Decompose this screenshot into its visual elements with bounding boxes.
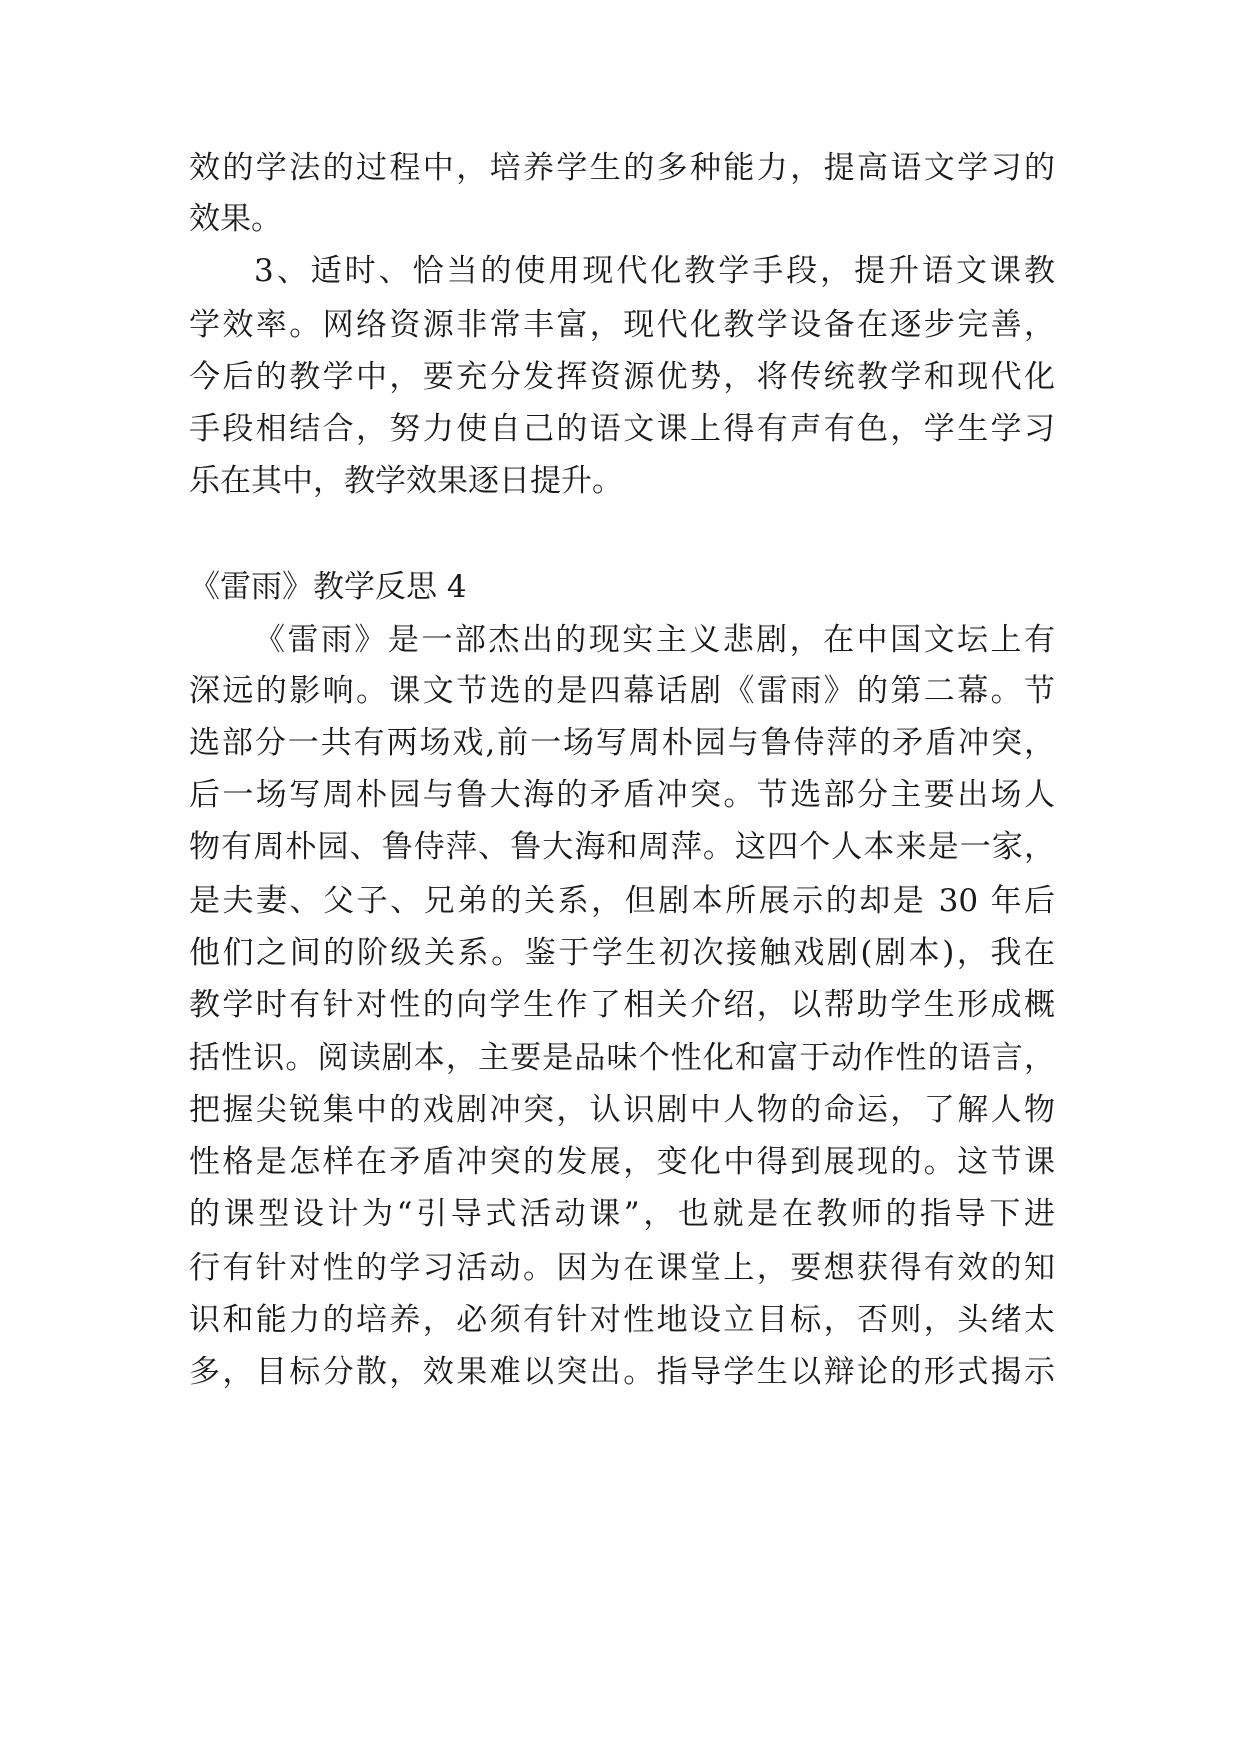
paragraph-line: 《雷雨》是一部杰出的现实主义悲剧，在中国文坛上有: [254, 622, 1055, 658]
paragraph-line: 他们之间的阶级关系。鉴于学生初次接触戏剧(剧本)，我在: [189, 935, 1055, 971]
paragraph-line: 多，目标分散，效果难以突出。指导学生以辩论的形式揭示: [189, 1354, 1055, 1390]
paragraph-line: 识和能力的培养，必须有针对性地设立目标，否则，头绪太: [189, 1302, 1055, 1338]
paragraph-line: 括性识。阅读剧本，主要是品味个性化和富于动作性的语言，: [189, 1040, 1055, 1076]
section-heading: 《雷雨》教学反思 4: [189, 569, 467, 605]
paragraph-line: 效的学法的过程中，培养学生的多种能力，提高语文学习的: [189, 150, 1055, 186]
paragraph-line: 学效率。网络资源非常丰富，现代化教学设备在逐步完善，: [189, 307, 1055, 343]
paragraph-line: 是夫妻、父子、兄弟的关系，但剧本所展示的却是 30 年后: [189, 883, 1055, 919]
paragraph-line: 性格是怎样在矛盾冲突的发展，变化中得到展现的。这节课: [189, 1144, 1055, 1180]
paragraph-line: 行有针对性的学习活动。因为在课堂上，要想获得有效的知: [189, 1250, 1055, 1286]
paragraph-line: 的课型设计为“引导式活动课”，也就是在教师的指导下进: [189, 1196, 1055, 1232]
paragraph-line: 物有周朴园、鲁侍萍、鲁大海和周萍。这四个人本来是一家，: [189, 829, 1055, 865]
paragraph-line: 把握尖锐集中的戏剧冲突，认识剧中人物的命运，了解人物: [189, 1092, 1055, 1128]
paragraph-line: 深远的影响。课文节选的是四幕话剧《雷雨》的第二幕。节: [189, 673, 1055, 709]
paragraph-line: 乐在其中，教学效果逐日提升。: [189, 463, 623, 499]
paragraph-line: 今后的教学中，要充分发挥资源优势，将传统教学和现代化: [189, 359, 1055, 395]
paragraph-line: 3、适时、恰当的使用现代化教学手段，提升语文课教: [254, 253, 1055, 289]
paragraph-line: 后一场写周朴园与鲁大海的矛盾冲突。节选部分主要出场人: [189, 777, 1055, 813]
paragraph-line: 选部分一共有两场戏,前一场写周朴园与鲁侍萍的矛盾冲突，: [189, 725, 1055, 761]
paragraph-line: 手段相结合，努力使自己的语文课上得有声有色，学生学习: [189, 411, 1055, 447]
paragraph-line: 效果。: [189, 201, 282, 237]
paragraph-line: 教学时有针对性的向学生作了相关介绍，以帮助学生形成概: [189, 987, 1055, 1023]
